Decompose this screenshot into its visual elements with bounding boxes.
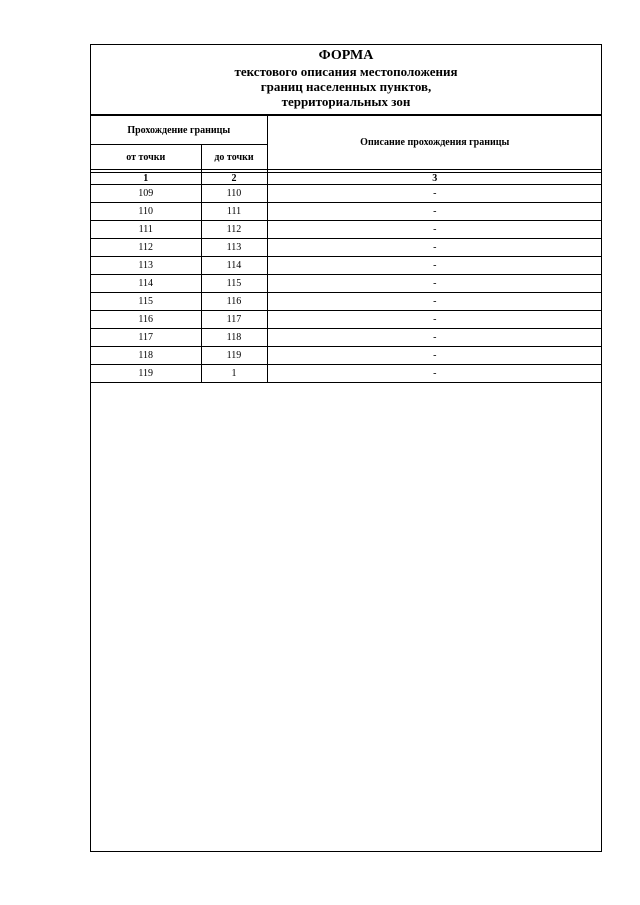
header-from-point: от точки xyxy=(91,145,201,170)
table-row xyxy=(91,293,602,311)
table-row xyxy=(91,185,602,203)
to-point-cell: 113 xyxy=(201,239,267,257)
table-row xyxy=(91,239,602,257)
table-row xyxy=(91,257,602,275)
from-point-cell: 116 xyxy=(91,311,201,329)
title-line: ФОРМА xyxy=(318,48,374,63)
table-row xyxy=(91,365,602,383)
header-description: Описание прохождения границы xyxy=(267,116,602,170)
column-number: 1 xyxy=(91,173,201,185)
table-row xyxy=(91,275,602,293)
from-point-cell: 113 xyxy=(91,257,201,275)
from-point-cell: 117 xyxy=(91,329,201,347)
from-point-cell: 118 xyxy=(91,347,201,365)
to-point-cell: 118 xyxy=(201,329,267,347)
description-cell: - xyxy=(267,365,602,383)
title-line: текстового описания местоположения xyxy=(234,64,458,79)
description-cell: - xyxy=(267,185,602,203)
to-point-cell: 116 xyxy=(201,293,267,311)
from-point-cell: 110 xyxy=(91,203,201,221)
table-row xyxy=(91,221,602,239)
header-passage: Прохождение границы xyxy=(91,116,267,145)
description-cell: - xyxy=(267,329,602,347)
description-cell: - xyxy=(267,311,602,329)
form-title xyxy=(91,45,601,115)
to-point-cell: 110 xyxy=(201,185,267,203)
to-point-cell: 119 xyxy=(201,347,267,365)
title-line: границ населенных пунктов, xyxy=(260,79,432,94)
column-number: 3 xyxy=(267,173,602,185)
from-point-cell: 111 xyxy=(91,221,201,239)
from-point-cell: 112 xyxy=(91,239,201,257)
title-line: территориальных зон xyxy=(281,94,411,109)
header-to-point: до точки xyxy=(201,145,267,170)
description-cell: - xyxy=(267,293,602,311)
column-number: 2 xyxy=(201,173,267,185)
table-row xyxy=(91,203,602,221)
to-point-cell: 1 xyxy=(201,365,267,383)
table-row xyxy=(91,347,602,365)
table-body xyxy=(91,185,602,383)
boundary-table xyxy=(91,115,602,383)
form-frame xyxy=(90,44,602,852)
to-point-cell: 117 xyxy=(201,311,267,329)
description-cell: - xyxy=(267,275,602,293)
from-point-cell: 109 xyxy=(91,185,201,203)
from-point-cell: 115 xyxy=(91,293,201,311)
from-point-cell: 119 xyxy=(91,365,201,383)
description-cell: - xyxy=(267,257,602,275)
description-cell: - xyxy=(267,239,602,257)
to-point-cell: 115 xyxy=(201,275,267,293)
to-point-cell: 111 xyxy=(201,203,267,221)
table-row xyxy=(91,311,602,329)
description-cell: - xyxy=(267,203,602,221)
table-row xyxy=(91,329,602,347)
description-cell: - xyxy=(267,221,602,239)
to-point-cell: 112 xyxy=(201,221,267,239)
to-point-cell: 114 xyxy=(201,257,267,275)
from-point-cell: 114 xyxy=(91,275,201,293)
description-cell: - xyxy=(267,347,602,365)
